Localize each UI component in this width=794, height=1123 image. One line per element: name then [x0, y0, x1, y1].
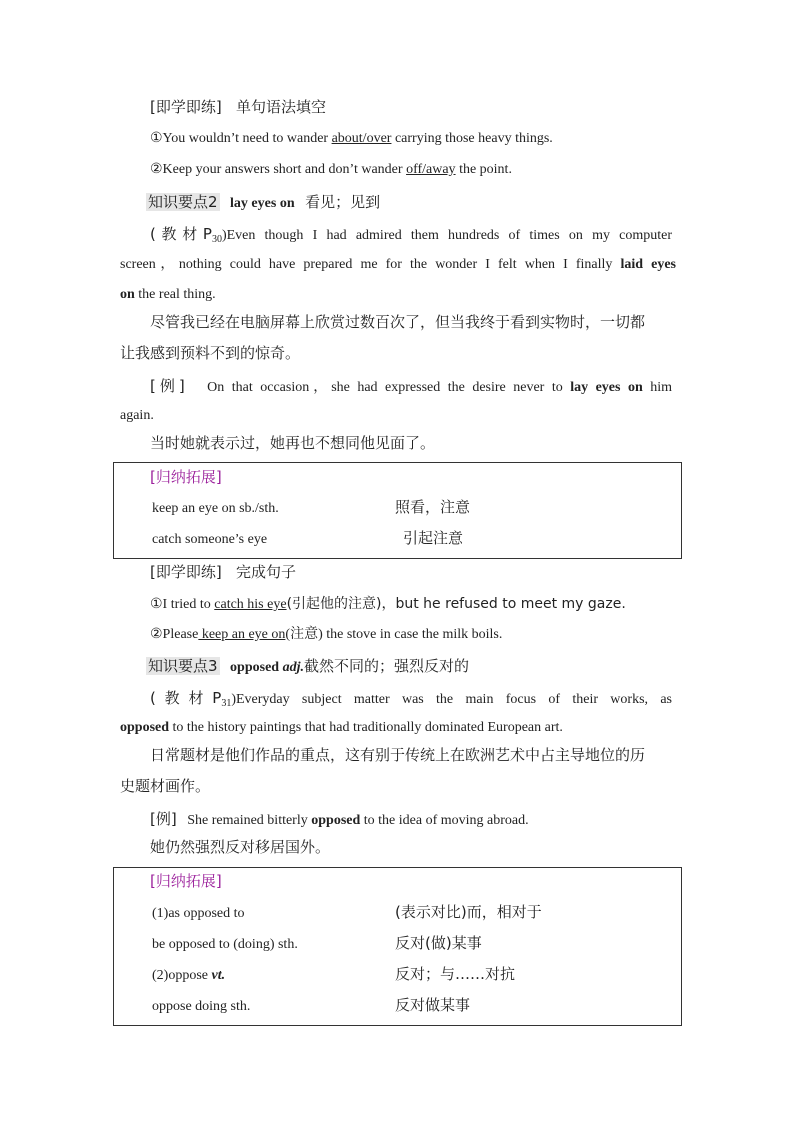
- q1-text: ①You wouldn’t need to wander: [150, 131, 332, 146]
- expand2-row3: [152, 967, 225, 985]
- keyword: lay eyes on: [570, 380, 643, 395]
- point2-example: [150, 377, 672, 397]
- point2-phrase: lay eyes on: [230, 196, 295, 211]
- point2-translation2: 让我感到预料不到的惊奇。: [120, 344, 301, 362]
- example-text-end: him: [642, 380, 673, 395]
- source-text: the real thing.: [134, 287, 216, 302]
- expand2-title: [归纳拓展]: [150, 872, 222, 890]
- point3-label: 知识要点3: [148, 657, 218, 675]
- source-text: )Even though I had admired them hundreds of times on my computer: [221, 228, 672, 243]
- expand2-row2-cn: 反对(做)某事: [395, 934, 482, 952]
- point3-pos: adj.: [282, 660, 304, 675]
- point3-meaning: 截然不同的；强烈反对的: [303, 657, 469, 675]
- source-text: screen，nothing could have prepared me for the wonder I felt when I finally: [120, 257, 621, 272]
- practice2-q2: [150, 626, 502, 644]
- source-page: 31: [221, 698, 232, 709]
- expand1-row1-cn: 照看，注意: [395, 498, 471, 516]
- point2-source-line2: [120, 256, 676, 274]
- q1-text-end: (引起他的注意)，but he refused to meet my gaze.: [286, 596, 626, 612]
- point3-header: [146, 657, 469, 677]
- point3-translation2: 史题材画作。: [120, 777, 211, 795]
- keyword: on: [120, 287, 135, 302]
- q2-text: ②Keep your answers short and don’t wander: [150, 162, 407, 177]
- source-prefix: (教材P: [150, 689, 222, 707]
- example-tag: [例]: [150, 377, 185, 395]
- expand2-row1-cn: (表示对比)而，相对于: [395, 903, 542, 921]
- expand2-row2-en: be opposed to (doing) sth.: [152, 937, 298, 952]
- point2-meaning: 看见；见到: [305, 193, 381, 211]
- keyword: opposed: [311, 813, 361, 828]
- point3-example-cn: 她仍然强烈反对移居国外。: [150, 838, 331, 856]
- source-page: 30: [211, 234, 222, 245]
- expand1-row1-en: keep an eye on sb./sth.: [152, 501, 279, 516]
- expand2-row4-en: oppose doing sth.: [152, 999, 251, 1014]
- practice1-title: 单句语法填空: [236, 98, 327, 116]
- example-text-end: to the idea of moving abroad.: [360, 813, 529, 828]
- practice2-title: 完成句子: [236, 563, 297, 581]
- expand2-row3-pos: vt.: [211, 968, 226, 983]
- keyword: laid eyes: [620, 257, 676, 272]
- source-prefix: (教材P: [150, 225, 212, 243]
- point3-source-line1: [150, 689, 672, 713]
- expand1-row2-cn: 引起注意: [403, 529, 464, 547]
- point2-header: [146, 193, 380, 213]
- q2-text: ②Please: [150, 627, 199, 642]
- q2-text-end: the point.: [455, 162, 512, 177]
- point2-source-line3: [120, 286, 216, 304]
- q1-answer: catch his eye: [214, 597, 287, 612]
- practice2-q1: [150, 595, 626, 614]
- expand1-row2-en: catch someone’s eye: [152, 532, 268, 547]
- keyword: opposed: [120, 720, 170, 735]
- practice1-tag: [即学即练]: [150, 98, 222, 116]
- expand2-row3-en: (2)oppose: [152, 968, 212, 983]
- expand2-row1-en: (1)as opposed to: [152, 906, 245, 921]
- example-tag: [例]: [150, 810, 177, 828]
- point3-example: [150, 810, 529, 830]
- point2-label: 知识要点2: [148, 193, 218, 211]
- practice1-q1: [150, 130, 553, 148]
- point3-translation1: 日常题材是他们作品的重点，这有别于传统上在欧洲艺术中占主导地位的历: [150, 746, 646, 764]
- expand1-title: [归纳拓展]: [150, 468, 222, 486]
- q2-answer: keep an eye on: [198, 627, 286, 642]
- q1-text-end: carrying those heavy things.: [391, 131, 553, 146]
- point2-example-end: again.: [120, 408, 154, 423]
- practice1-header: [150, 98, 326, 116]
- point3-phrase: opposed: [230, 660, 280, 675]
- expand2-row4-cn: 反对做某事: [395, 996, 471, 1014]
- point2-example-cn: 当时她就表示过，她再也不想同他见面了。: [150, 434, 436, 452]
- expand2-row3-cn: 反对；与……对抗: [395, 965, 516, 983]
- point3-source-line2: [120, 719, 563, 737]
- q1-answer: about/over: [331, 131, 392, 146]
- practice1-q2: [150, 161, 512, 179]
- q1-text: ①I tried to: [150, 597, 215, 612]
- q2-text-end: (注意) the stove in case the milk boils.: [285, 627, 503, 642]
- example-text: On that occasion，she had expressed the desire never to: [207, 380, 571, 395]
- point2-source-line1: [150, 225, 672, 249]
- source-text: )Everyday subject matter was the main focus of their works, as: [231, 692, 672, 707]
- q2-answer: off/away: [406, 162, 456, 177]
- example-text: She remained bitterly: [187, 813, 312, 828]
- point2-translation1: 尽管我已经在电脑屏幕上欣赏过数百次了，但当我终于看到实物时，一切都: [150, 313, 646, 331]
- practice2-tag: [即学即练]: [150, 563, 222, 581]
- source-text: to the history paintings that had traditionally dominated European art.: [169, 720, 563, 735]
- practice2-header: [150, 563, 296, 581]
